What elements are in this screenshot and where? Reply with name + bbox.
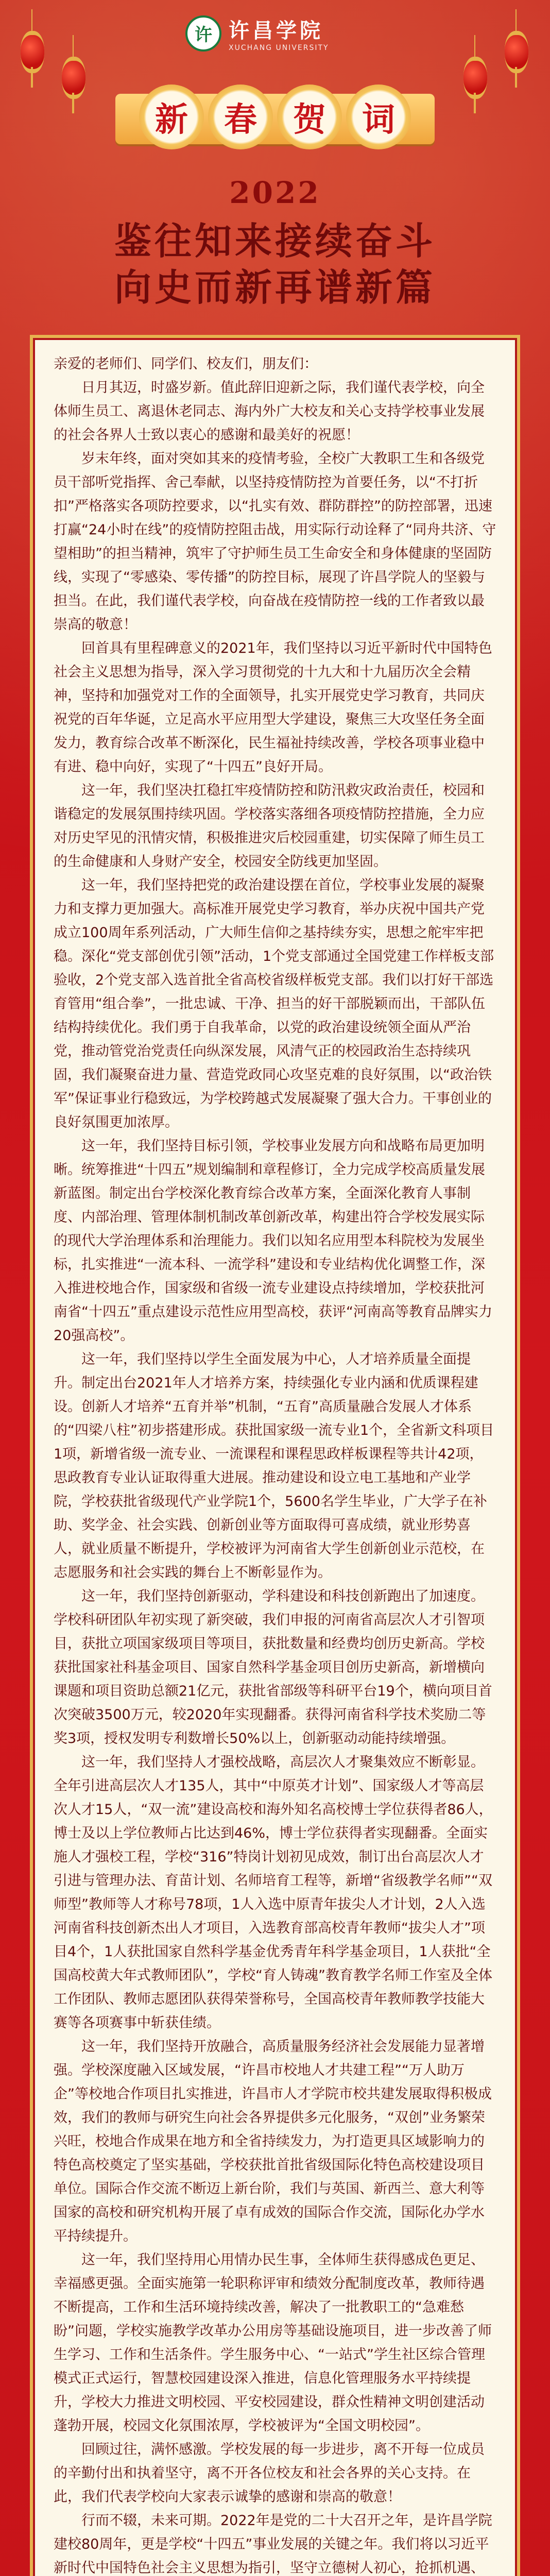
letter-paragraph: 行而不辍，未来可期。2022年是党的二十大召开之年，是许昌学院建校80周年，更是学校“十四五”事业发展的关键之年。我们将以习近平新时代中国特色社会主义思想为指引，坚守立德树人初心，抢抓机遇、 <box>54 2513 492 2576</box>
title-line-2: 向史而新再谱新篇 <box>114 265 436 309</box>
banner-char: 春 <box>208 84 273 149</box>
letter-paragraph: 岁末年终，面对突如其来的疫情考验，全校广大教职工生和各级党员干部听党指挥、舍己奉献，以坚持疫情防控为首要任务，以“不打折扣”严格落实各项防控要求，以“扎实有效、群防群控”的防控部署，迅速打赢“24小时在线”的疫情防控阻击战，用实际行动诠释了“同舟共济、守望相助”的担当精神，筑牢了守护师生员工生命安全和身体健康的坚固防线，实现了“零感染、零传播”的防控目标，展现了许昌学院人的坚毅与担当。在此，我们谨代表学校，向奋战在疫情防控一线的工作者致以最崇高的敬意！ <box>54 451 496 633</box>
logo-name-cn: 许昌学院 <box>229 19 323 43</box>
letter-paragraph: 这一年，我们坚持把党的政治建设摆在首位，学校事业发展的凝聚力和支撑力更加强大。高标准开展党史学习教育，举办庆祝中国共产党成立100周年系列活动，广大师生信仰之基持续夯实，思想之舵牢牢把稳。深化“党支部创优引领”活动，1个党支部通过全国党建工作样板支部验收，2个党支部入选首批全省高校省级样板党支部。我们以打好干部选育管用“组合拳”，一批忠诚、干净、担当的好干部脱颖而出，干部队伍结构持续优化。我们勇于自我革命，以党的政治建设统领全面从严治党，推动管党治党责任向纵深发展，风清气正的校园政治生态持续巩固，我们凝聚奋进力量、营造党政同心攻坚克难的良好氛围，以“政治铁军”保证事业行稳致远，为学校跨越式发展凝聚了强大合力。干事创业的良好氛围更加浓厚。 <box>54 877 494 1130</box>
letter-card <box>30 335 520 2576</box>
lantern-icon <box>463 57 487 99</box>
lantern-icon <box>21 31 44 73</box>
lantern-icon <box>62 57 85 99</box>
letter-paragraph: 回首具有里程碑意义的2021年，我们坚持以习近平新时代中国特色社会主义思想为指导，深入学习贯彻党的十九大和十九届历次全会精神，坚持和加强党对工作的全面领导，扎实开展党史学习教育，共同庆祝党的百年华诞，立足高水平应用型大学建设，聚焦三大攻坚任务全面发力，教育综合改革不断深化，民生福祉持续改善，学校各项事业稳中有进、稳中向好，实现了“十四五”良好开局。 <box>54 640 492 775</box>
banner-char: 贺 <box>277 84 342 149</box>
letter-paragraph: 这一年，我们坚持创新驱动，学科建设和科技创新跑出了加速度。学校科研团队年初实现了新突破，我们申报的河南省高层次人才引智项目，获批立项国家级项目等项目，获批数量和经费均创历史新高。学校获批国家社科基金项目、国家自然科学基金项目创历史新高，新增横向课题和项目资助总额21亿元，获批省部级等科研平台19个，横向项目首次突破3500万元，较2020年实现翻番。获得河南省科学技术奖励二等奖3项，授权发明专利数增长50%以上，创新驱动动能持续增强。 <box>54 1588 492 1747</box>
letter-paragraph: 回顾过往，满怀感激。学校发展的每一步进步，离不开每一位成员的辛勤付出和执着坚守，离不开各位校友和社会各界的关心支持。在此，我们代表学校向大家表示诚挚的感谢和崇高的敬意！ <box>54 2442 485 2505</box>
logo-emblem-icon: 许 <box>185 15 221 52</box>
new-year-banner <box>115 73 435 166</box>
greeting: 亲爱的老师们、同学们、校友们，朋友们： <box>54 356 318 372</box>
letter-paragraph: 这一年，我们坚持开放融合，高质量服务经济社会发展能力显著增强。学校深度融入区域发展，“许昌市校地人才共建工程”“万人助万企”等校地合作项目扎实推进，许昌市人才学院市校共建发展取得积极成效，我们的教师与研究生向社会各界提供多元化服务，“双创”业务繁荣兴旺，校地合作成果在地方和全省持续发力，为打造更具区域影响力的特色高校奠定了坚实基础，学校获批首批省级国际化特色高校建设项目单位。国际合作交流不断迈上新台阶，我们与英国、新西兰、意大利等国家的高校和研究机构开展了卓有成效的国际合作交流，国际化办学水平持续提升。 <box>54 2039 492 2244</box>
university-logo <box>185 14 329 52</box>
banner-char: 词 <box>346 84 411 149</box>
title-line-1: 鉴往知来接续奋斗 <box>114 219 436 263</box>
letter-body <box>54 352 496 2576</box>
letter-paragraph: 这一年，我们坚决扛稳扛牢疫情防控和防汛救灾政治责任，校园和谐稳定的发展氛围持续巩固。学校落实落细各项疫情防控措施，全力应对历史罕见的汛情灾情，积极推进灾后校园重建，切实保障了师生员工的生命健康和人身财产安全，校园安全防线更加坚固。 <box>54 783 485 870</box>
letter-paragraph: 这一年，我们坚持目标引领，学校事业发展方向和战略布局更加明晰。统筹推进“十四五”规划编制和章程修订，全力完成学校高质量发展新蓝图。制定出台学校深化教育综合改革方案，全面深化教育人事制度、内部治理、管理体制机制改革创新改革，构建出符合学校发展实际的现代大学治理体系和治理能力。我们以知名应用型本科院校为发展坐标，扎实推进“一流本科、一流学科”建设和专业结构优化调整工作，深入推进校地合作，国家级和省级一流专业建设点持续增加，学校获批河南省“十四五”重点建设示范性应用型高校，获评“河南高等教育品牌实力20强高校”。 <box>54 1138 492 1344</box>
letter-paragraph: 这一年，我们坚持用心用情办民生事，全体师生获得感成色更足、幸福感更强。全面实施第一轮职称评审和绩效分配制度改革，教师待遇不断提高，工作和生活环境持续改善，解决了一批教职工的“急难愁盼”问题，学校实施教学改革办公用房等基础设施项目，进一步改善了师生学习、工作和生活条件。学生服务中心、“一站式”学生社区综合管理模式正式运行，智慧校园建设深入推进，信息化管理服务水平持续提升，学校大力推进文明校园、平安校园建设，群众性精神文明创建活动蓬勃开展，校园文化氛围浓厚，学校被评为“全国文明校园”。 <box>54 2252 492 2434</box>
year-label: 2022 <box>229 175 321 210</box>
letter-paragraph: 这一年，我们坚持以学生全面发展为中心，人才培养质量全面提升。制定出台2021年人才培养方案，持续强化专业内涵和优质课程建设。创新人才培养“五育并举”机制，“五育”高质量融合发展人才体系的“四梁八柱”初步搭建形成。获批国家级一流专业1个，全省新文科项目1项，新增省级一流专业、一流课程和课程思政样板课程等共计42项，思政教育专业认证取得重大进展。推动建设和设立电工基地和产业学院，学校获批省级现代产业学院1个，5600名学生毕业，广大学子在补助、奖学金、社会实践、创新创业等方面取得可喜成绩，就业形势喜人，就业质量不断提升，学校被评为河南省大学生创新创业示范校，在志愿服务和社会实践的舞台上不断彰显作为。 <box>54 1351 494 1581</box>
banner-char: 新 <box>139 84 204 149</box>
letter-paragraph: 日月其迈，时盛岁新。值此辞旧迎新之际，我们谨代表学校，向全体师生员工、离退休老同志、海内外广大校友和关心支持学校事业发展的社会各界人士致以衷心的感谢和最美好的祝愿！ <box>54 380 485 443</box>
letter-paragraph: 这一年，我们坚持人才强校战略，高层次人才聚集效应不断彰显。全年引进高层次人才135人，其中“中原英才计划”、国家级人才等高层次人才15人，“双一流”建设高校和海外知名高校博士学位获得者86人，博士及以上学位教师占比达到46%，博士学位获得者实现翻番。全面实施人才强校工程，学校“316”特岗计划初见成效，制订出台高层次人才引进与管理办法、育苗计划、名师培育工程等，新增“省级教学名师”“双师型”教师等人才称号78项，1人入选中原青年拔尖人才计划，2人入选河南省科技创新杰出人才项目，入选教育部高校青年教师“拔尖人才”项目4个，1人获批国家自然科学基金优秀青年科学基金项目，1人获批“全国高校黄大年式教师团队”，学校“育人铸魂”教育教学名师工作室及全体工作团队、教师志愿团队获得荣誉称号，全国高校青年教师教学技能大赛等各项赛事中斩获佳绩。 <box>54 1754 493 2031</box>
logo-name-en: XUCHANG UNIVERSITY <box>229 44 329 52</box>
header <box>0 0 550 309</box>
lantern-icon <box>505 31 528 73</box>
